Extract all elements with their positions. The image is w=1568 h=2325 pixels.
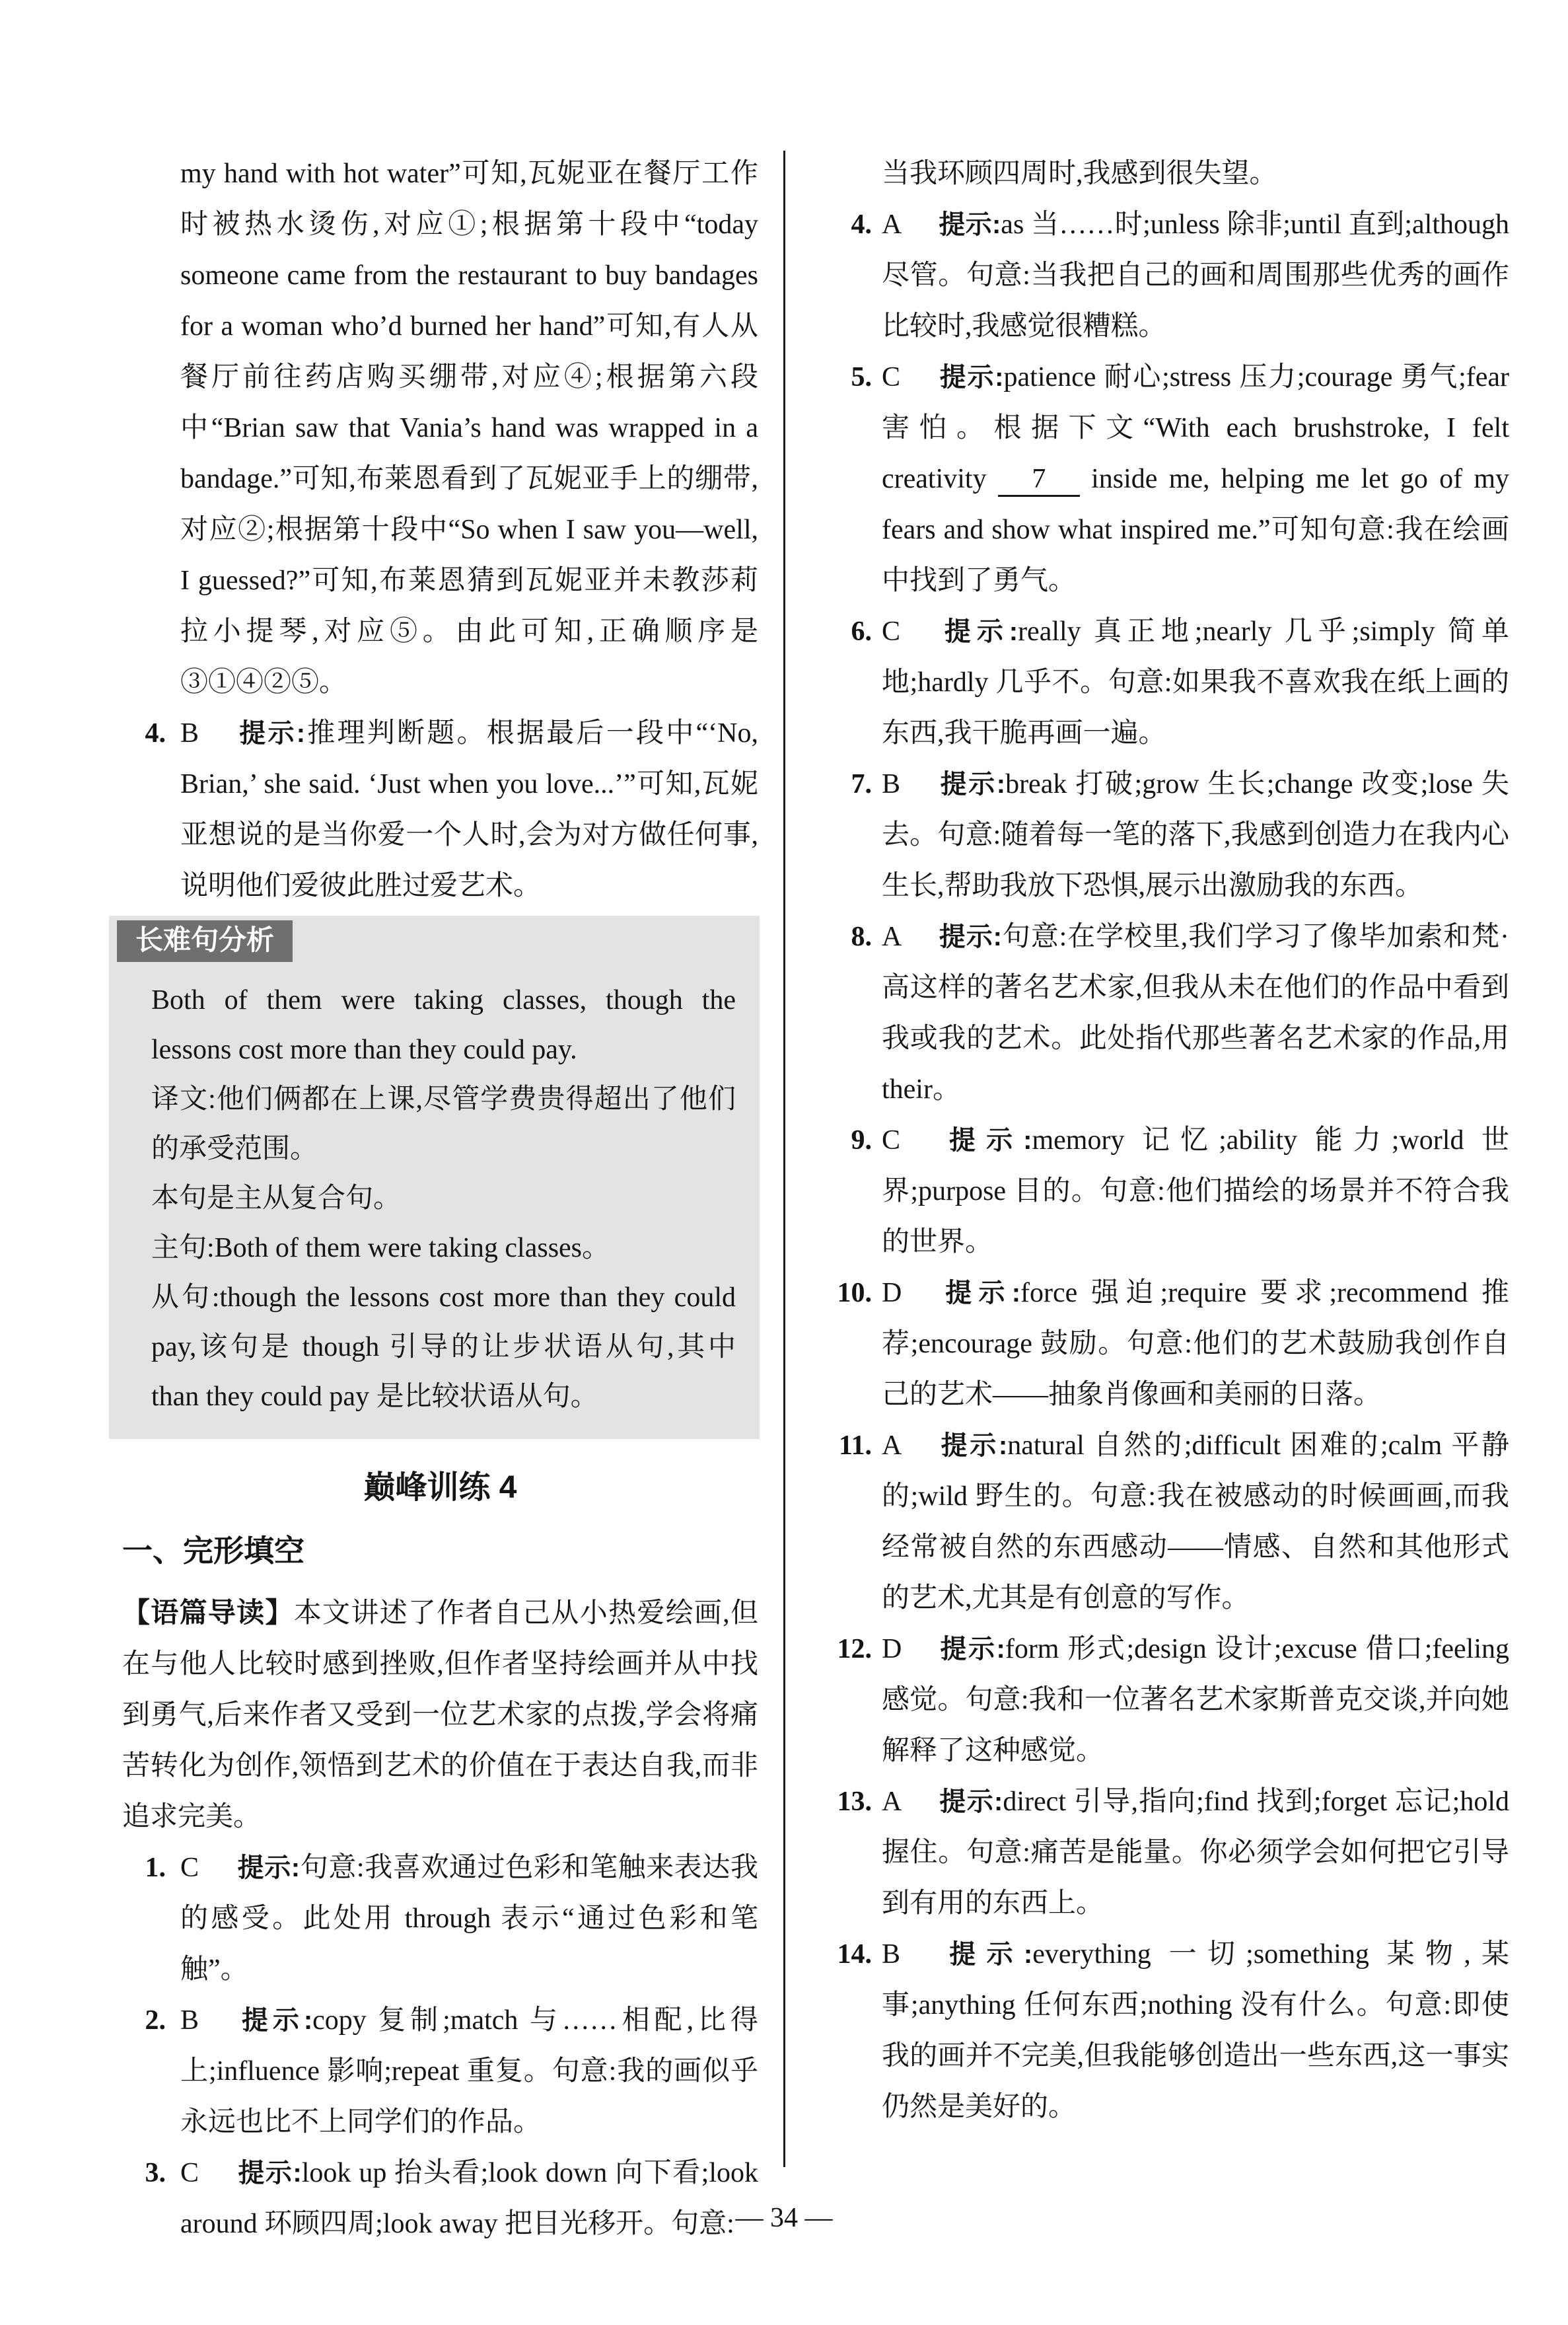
- answer-list-right: [819, 200, 1509, 2133]
- hint-label: 提示:: [939, 363, 1004, 392]
- analysis-box: [109, 916, 760, 1439]
- answer-list-top: [122, 708, 758, 912]
- answer-letter: B: [180, 2005, 199, 2036]
- analysis-paragraph: 主句:Both of them were taking classes。: [151, 1233, 610, 1263]
- answer-item: [122, 1843, 758, 1995]
- analysis-paragraph: 译文:他们俩都在上课,尽管学费贵得超出了他们的承受范围。: [151, 1084, 736, 1164]
- item-number: 2.: [145, 2005, 166, 2036]
- answer-item: [819, 607, 1509, 759]
- answer-item: [122, 1995, 758, 2148]
- analysis-box-title: 长难句分析: [117, 920, 293, 962]
- answer-letter: A: [882, 209, 902, 240]
- continuation-paragraph: 当我环顾四周时,我感到很失望。: [882, 159, 1277, 189]
- hint-label: 提示:: [237, 719, 306, 748]
- hint-label: 提示:: [939, 1126, 1032, 1155]
- passage-guide-text: 本文讲述了作者自己从小热爱绘画,但在与他人比较时感到挫败,但作者坚持绘画并从中找到勇气,后来作者又受到一位艺术家的点拨,学会将痛苦转化为创作,领悟到艺术的价值在于表达自我,而非追求完美。: [122, 1598, 758, 1832]
- hint-text: 推理判断题。根据最后一段中“‘No, Brian,’ she said. ‘Just when you love...’”可知,瓦妮亚想说的是当你爱一个人时,会为对方做任何事,说明他们爱彼此胜过爱艺术。: [180, 718, 758, 901]
- answer-letter: B: [882, 769, 901, 799]
- answer-item: [819, 200, 1509, 352]
- item-number: 4.: [851, 209, 872, 240]
- blank-slot: 7: [998, 464, 1080, 497]
- hint-label: 提示:: [939, 1940, 1033, 1969]
- page-number: — 34 —: [735, 2203, 833, 2233]
- column-divider: [783, 151, 785, 2167]
- item-number: 12.: [837, 1634, 872, 1664]
- hint-label: 提示:: [237, 2159, 302, 2188]
- item-number: 11.: [838, 1430, 872, 1461]
- hint-text: memory 记忆;ability 能力;world 世界;purpose 目的。句意:他们描绘的场景并不符合我的世界。: [882, 1125, 1510, 1257]
- answer-letter: A: [882, 1430, 902, 1461]
- hint-text: everything 一切;something 某物,某事;anything 任何东西;nothing 没有什么。句意:即使我的画并不完美,但我能够创造出一些东西,这一事实仍然是美好的。: [882, 1939, 1509, 2122]
- item-number: 4.: [145, 718, 166, 749]
- answer-letter: C: [180, 2158, 199, 2188]
- hint-label: 提示:: [237, 1853, 301, 1882]
- passage-guide: [122, 1587, 758, 1843]
- hint-label: 提示:: [939, 1787, 1003, 1816]
- answer-item: [122, 708, 758, 912]
- hint-label: 提示:: [939, 922, 1002, 951]
- hint-label: 提示:: [237, 2006, 313, 2035]
- hint-text: really 真正地;nearly 几乎;simply 简单地;hardly 几乎不。句意:如果我不喜欢我在纸上画的东西,我干脆再画一遍。: [882, 616, 1509, 749]
- hint-text: form 形式;design 设计;excuse 借口;feeling 感觉。句意:我和一位著名艺术家斯普克交谈,并向她解释了这种感觉。: [882, 1634, 1509, 1766]
- hint-text: natural 自然的;difficult 困难的;calm 平静的;wild 野生的。句意:我在被感动的时候画画,而我经常被自然的东西感动——情感、自然和其他形式的艺术,尤其是有创意的写作。: [882, 1430, 1509, 1613]
- answer-letter: D: [882, 1278, 902, 1308]
- analysis-paragraph: Both of them were taking classes, though the lessons cost more than they could pay.: [151, 985, 736, 1065]
- hint-text: look up 抬头看;look down 向下看;look around 环顾四周;look away 把目光移开。句意:: [180, 2158, 758, 2239]
- answer-item: [819, 1624, 1509, 1777]
- answer-letter: C: [882, 1125, 901, 1156]
- item-number: 7.: [851, 769, 872, 799]
- hint-text: patience 耐心;stress 压力;courage 勇气;fear 害怕。根据下文“With each brushstroke, I felt creativity 7 inside me, helping me let go of my fears and show what inspired me.”可知句意:我在绘画中找到了勇气。: [882, 362, 1510, 596]
- hint-label: 提示:: [939, 210, 1001, 239]
- answer-letter: C: [882, 362, 901, 392]
- answer-item: [819, 1929, 1509, 2133]
- answer-letter: B: [180, 718, 199, 749]
- continuation-paragraph: my hand with hot water”可知,瓦妮亚在餐厅工作时被热水烫伤,对应①;根据第十段中“today someone came from the restaurant to buy bandages for a woman who’d burned her hand”可知,有人从餐厅前往药店购买绷带,对应④;根据第六段中“Brian saw that Vania’s hand was wrapped in a bandage.”可知,布莱恩看到了瓦妮亚手上的绷带,对应②;根据第十段中“So when I saw you—well, I guessed?”可知,布莱恩猜到瓦妮亚并未教莎莉拉小提琴,对应⑤。由此可知,正确顺序是③①④②⑤。: [180, 159, 758, 698]
- answer-letter: C: [180, 1853, 199, 1883]
- item-number: 3.: [145, 2158, 166, 2188]
- hint-label: 提示:: [939, 617, 1018, 646]
- answer-letter: C: [882, 616, 901, 647]
- item-number: 9.: [851, 1125, 872, 1156]
- item-number: 13.: [837, 1787, 872, 1817]
- answer-item: [819, 912, 1509, 1115]
- answer-item: [819, 1268, 1509, 1421]
- hint-text: 句意:我喜欢通过色彩和笔触来表达我的感受。此处用 through 表示“通过色彩和笔触”。: [180, 1853, 758, 1985]
- answer-item: [819, 759, 1509, 912]
- hint-text: 句意:在学校里,我们学习了像毕加索和梵·高这样的著名艺术家,但我从未在他们的作品中看到我或我的艺术。此处指代那些著名艺术家的作品,用 their。: [882, 922, 1509, 1105]
- peak-training-title: 巅峰训练 4: [363, 1470, 517, 1505]
- answer-letter: B: [882, 1939, 901, 1970]
- item-number: 8.: [851, 922, 872, 952]
- passage-guide-label: 【语篇导读】: [122, 1597, 294, 1628]
- right-column: [819, 149, 1509, 2133]
- analysis-paragraph: 本句是主从复合句。: [151, 1183, 402, 1214]
- analysis-paragraph: 从句:though the lessons cost more than they could pay,该句是 though 引导的让步状语从句,其中 than they could pay 是比较状语从句。: [151, 1282, 736, 1412]
- answer-letter: A: [882, 1787, 902, 1817]
- hint-text: direct 引导,指向;find 找到;forget 忘记;hold 握住。句意:痛苦是能量。你必须学会如何把它引导到有用的东西上。: [882, 1787, 1510, 1919]
- answer-letter: A: [882, 922, 902, 952]
- item-number: 14.: [837, 1939, 872, 1970]
- answer-item: [819, 1115, 1509, 1268]
- answer-item: [819, 1777, 1509, 1929]
- item-number: 10.: [837, 1278, 872, 1308]
- item-number: 5.: [851, 362, 872, 392]
- answer-item: [819, 1421, 1509, 1624]
- answer-letter: D: [882, 1634, 902, 1664]
- hint-text: as 当……时;unless 除非;until 直到;although 尽管。句意:当我把自己的画和周围那些优秀的画作比较时,我感觉很糟糕。: [882, 209, 1509, 342]
- answer-item: [819, 352, 1509, 607]
- hint-label: 提示:: [939, 1278, 1021, 1308]
- section-heading: 一、完形填空: [122, 1533, 304, 1568]
- hint-text: copy 复制;match 与……相配,比得上;influence 影响;repeat 重复。句意:我的画似乎永远也比不上同学们的作品。: [180, 2005, 758, 2137]
- item-number: 6.: [851, 616, 872, 647]
- hint-label: 提示:: [939, 1431, 1008, 1460]
- item-number: 1.: [145, 1853, 166, 1883]
- hint-label: 提示:: [939, 770, 1006, 799]
- analysis-box-body: [151, 976, 736, 1422]
- answer-list-bottom: [122, 1843, 758, 2250]
- hint-label: 提示:: [939, 1635, 1005, 1664]
- hint-text: force 强迫;require 要求;recommend 推荐;encourage 鼓励。句意:他们的艺术鼓励我创作自己的艺术——抽象肖像画和美丽的日落。: [882, 1278, 1509, 1410]
- hint-text: break 打破;grow 生长;change 改变;lose 失去。句意:随着每一笔的落下,我感到创造力在我内心生长,帮助我放下恐惧,展示出激励我的东西。: [882, 769, 1509, 901]
- left-column: [122, 149, 758, 2250]
